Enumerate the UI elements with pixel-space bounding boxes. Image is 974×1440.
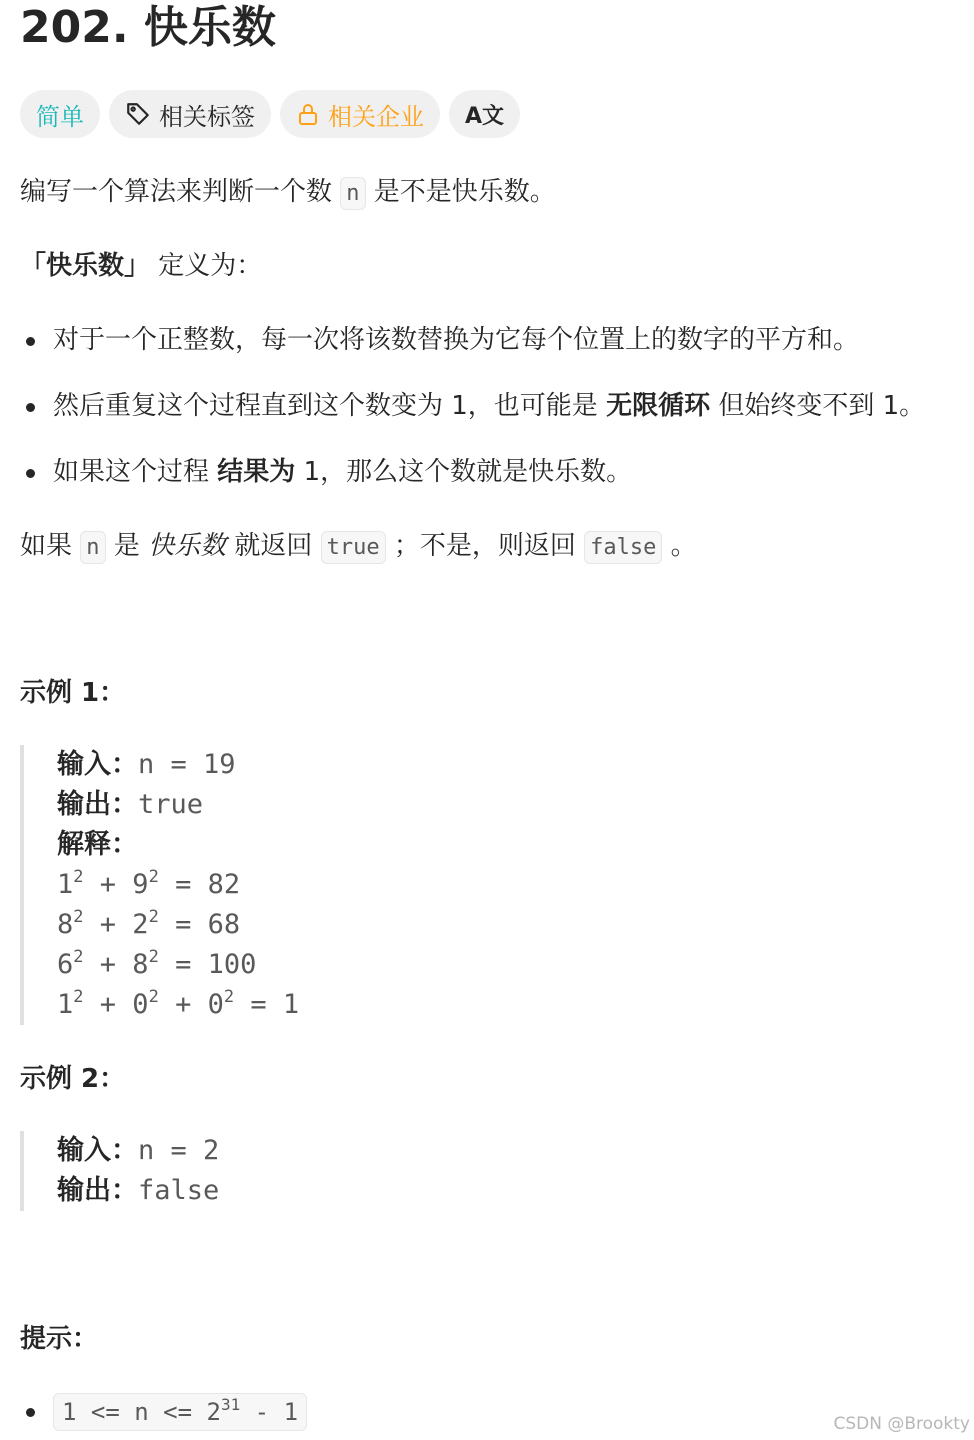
translate-icon: A文 [465, 103, 505, 129]
example-1-heading: 示例 1： [20, 678, 126, 708]
bullet-dot [26, 1408, 35, 1417]
difficulty-badge[interactable]: 简单 [20, 90, 100, 138]
definition-term: 「快乐数」 [20, 251, 151, 281]
related-tags-label: 相关标签 [159, 102, 255, 131]
italic-term: 快乐数 [148, 531, 227, 561]
explanation-step: $6^2 + 8^2 = 100$ [57, 947, 257, 980]
lock-icon [296, 101, 320, 127]
description-text: 是不是快乐数。 [373, 177, 556, 207]
explanation-step: $1^2 + 9^2 = 82$ [57, 867, 241, 900]
input-value: n = 2 [138, 1135, 220, 1166]
inline-code: false [584, 531, 662, 564]
input-label: 输入： [57, 1135, 138, 1166]
output-label: 输出： [57, 789, 138, 820]
watermark: CSDN @Brookty [833, 1414, 970, 1434]
return-line: 如果 n 是 快乐数 就返回 true ；不是，则返回 false 。 [20, 526, 697, 568]
example-2-heading: 示例 2： [20, 1064, 126, 1094]
tag-bar [20, 90, 520, 138]
inline-code: true [321, 531, 386, 564]
output-value: false [138, 1175, 220, 1206]
constraint-expression: $1 <= n <= 2^{31} - 1$ [53, 1393, 307, 1431]
inline-code: n [80, 531, 105, 564]
related-tags-button[interactable] [109, 90, 271, 138]
tag-icon [125, 101, 151, 127]
definition-text: 定义为： [158, 251, 263, 281]
inline-code: n [340, 177, 365, 210]
output-value: true [138, 789, 204, 820]
list-item: 如果这个过程 结果为 1，那么这个数就是快乐数。 [20, 452, 925, 492]
constraint-item [20, 1393, 307, 1431]
description-text: 编写一个算法来判断一个数 [20, 177, 333, 207]
definition-line [20, 246, 262, 286]
output-label: 输出： [57, 1175, 138, 1206]
input-value: n = 19 [138, 749, 236, 780]
list-item: 对于一个正整数，每一次将该数替换为它每个位置上的数字的平方和。 [20, 320, 925, 360]
input-label: 输入： [57, 749, 138, 780]
explanation-step: $1^2 + 0^2 + 0^2 = 1$ [57, 987, 300, 1020]
list-item: 然后重复这个过程直到这个数变为 1，也可能是 无限循环 但始终变不到 1。 [20, 386, 925, 426]
related-companies-label: 相关企业 [328, 102, 424, 131]
translate-button[interactable] [449, 90, 520, 138]
rules-list [20, 320, 925, 518]
explanation-step: $8^2 + 2^2 = 68$ [57, 907, 241, 940]
constraints-heading: 提示： [20, 1324, 99, 1354]
related-companies-button[interactable] [280, 90, 440, 138]
problem-title: 202. 快乐数 [20, 2, 276, 53]
example-1-block [20, 745, 299, 1025]
description-line [20, 172, 556, 214]
explanation-label: 解释： [57, 829, 138, 860]
example-2-block [20, 1131, 219, 1211]
